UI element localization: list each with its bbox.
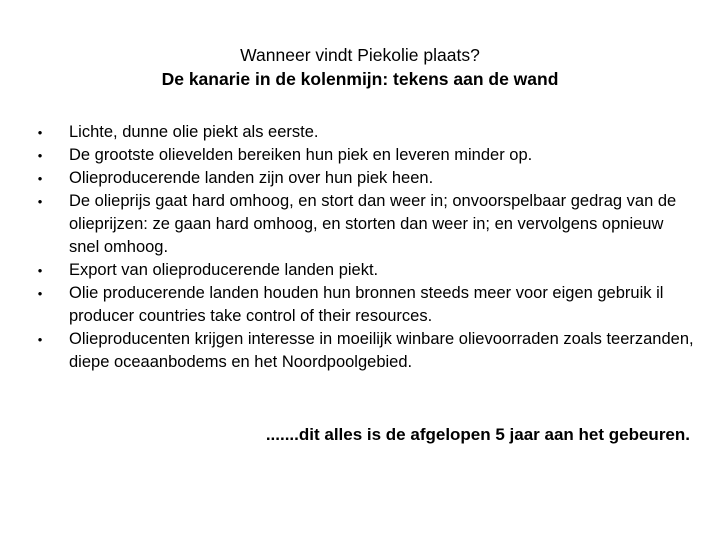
bullet-icon: • — [37, 148, 43, 163]
slide-title — [0, 43, 720, 91]
bullet-icon: • — [37, 171, 43, 186]
title-question: Wanneer vindt Piekolie plaats? — [240, 45, 480, 65]
list-item — [34, 167, 694, 190]
title-subtitle: De kanarie in de kolenmijn: tekens aan de wand — [161, 69, 559, 89]
list-item — [34, 259, 694, 282]
bullet-icon: • — [37, 332, 43, 347]
list-item — [34, 328, 694, 374]
footer-note: .......dit alles is de afgelopen 5 jaar aan het gebeuren. — [265, 425, 690, 444]
bullet-text: Olie producerende landen houden hun bronnen steeds meer voor eigen gebruik il producer countries take control of their resources. — [69, 284, 664, 325]
list-item — [34, 121, 694, 144]
bullet-icon: • — [37, 194, 43, 209]
bullet-text: Lichte, dunne olie piekt als eerste. — [69, 123, 319, 141]
bullet-text: De grootste olievelden bereiken hun piek en leveren minder op. — [69, 146, 533, 164]
bullet-icon: • — [37, 125, 43, 140]
bullet-icon: • — [37, 286, 43, 301]
bullet-list — [34, 121, 694, 374]
bullet-text: Olieproducenten krijgen interesse in moeilijk winbare olievoorraden zoals teerzanden, diepe oceaanbodems en het Noordpoolgebied. — [69, 330, 694, 371]
bullet-text: De olieprijs gaat hard omhoog, en stort dan weer in; onvoorspelbaar gedrag van de olieprijzen: ze gaan hard omhoog, en storten dan weer in; en vervolgens opnieuw snel omhoog. — [69, 192, 677, 256]
list-item — [34, 190, 694, 259]
bullet-text: Export van olieproducerende landen piekt. — [69, 261, 379, 279]
list-item — [34, 144, 694, 167]
bullet-text: Olieproducerende landen zijn over hun piek heen. — [69, 169, 434, 187]
bullet-icon: • — [37, 263, 43, 278]
list-item — [34, 282, 694, 328]
